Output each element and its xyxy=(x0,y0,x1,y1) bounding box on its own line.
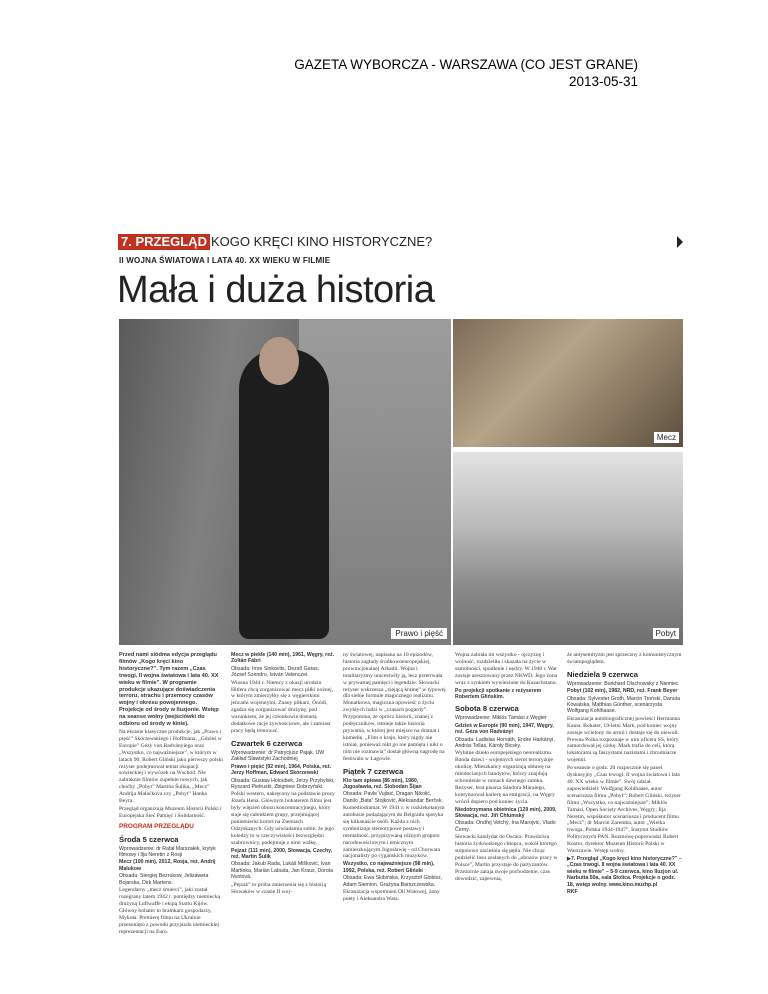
side-photo-1-caption: Mecz xyxy=(654,432,679,443)
film-description: Wiosna 1944 r. Niemcy z okazji urodzin Hitlera chcą zorganizować mecz piłki nożnej, w którym zmierzyłby się z węgierskimi jeńcami wojennymi. Znany piłkarz, Ónódi, zgadza się zorganizować drużynę, pod warunkiem, że jej członkowie dostaną dodatkowe racje żywnościowe, ale i zamiast pracy będą trenować. xyxy=(231,679,334,734)
film-description: „Pejzaż” to próba zmierzenia się z historią Słowaków w czasie II woj- xyxy=(231,881,327,895)
main-photo-caption: Prawo i pięść xyxy=(391,628,447,639)
film-cast: Obsada: Ondřej Vetchý, Ina Marojvic, Vlado Černý. xyxy=(455,820,556,833)
article-headline: Mała i duża historia xyxy=(117,269,435,311)
side-photo-mecz xyxy=(453,319,683,447)
main-photo xyxy=(119,319,451,645)
intro-line: Wprowadzenie: Burkhard Olschowsky z Niemiec xyxy=(567,680,679,687)
day-heading: Sobota 8 czerwca xyxy=(455,704,519,714)
section-bar xyxy=(113,232,683,252)
film-description: ny światowej, napisana na 10 epizodów, historia zagłady środkowoeuropejskiej, prowincjonalnej Arkadii. Wojna i totalitaryzmy unicestwiły ją, lecz przetrwała w prywatnej pamięci i legendzie. Słowacki reżyser wskrzesza „ziejącą krainę” w typowej dla siebie formule magicznego realizmu. Monatkowa, magiczna opowieść o życiu zwykłych ludzi w „czasach pogardy”. Przypomina, że oprócz historii, znanej z podręczników, istnieje także historia prywatna, w której jest miejsce na dramat i komedię. „Film o kraju, który nigdy nie istniał, ponieważ nikt go nie pamięta i nikt o nim nie rozmawia” dostał główną nagrodę na festiwalu w Łagowie. xyxy=(343,652,446,762)
film-description: Słowacki kandydat do Oscara. Prawdziwa historia żydowskiego chłopca, wokół którego stopniowo zacieśnia się pętla. Nie chcąc podzielić losu zesłanych do „obozów pracy w Polsce”, Martin przystaje do partyzantów. Przezornie zataja swoje pochodzenie, czas dowodzić, zapewnia, xyxy=(455,834,558,882)
film-title: Kto tam śpiewa (86 min), 1980, Jugosławia, reż. Slobodan Šijan xyxy=(343,777,422,790)
photo-figure-shape xyxy=(239,349,329,639)
day-heading: Środa 5 czerwca xyxy=(119,834,179,844)
film-cast: Obsada: Sylvester Groth, Marcin Troński, Danuta Kowalska, Matthias Günther, scenarzysta Wolfgang Kohlhaase. xyxy=(567,695,681,715)
day-heading: Piątek 7 czerwca xyxy=(343,766,404,776)
document-header xyxy=(294,56,638,90)
film-description: że antysemityzm jest sprzeczny z komunistycznym światopoglądem. xyxy=(567,652,682,665)
section-question: KOGO KRĘCI KINO HISTORYCZNE? xyxy=(211,234,433,249)
source-title: GAZETA WYBORCZA - WARSZAWA (CO JEST GRANE) xyxy=(294,57,638,72)
film-description: Ekranizacja autobiograficznej powieści Hermanna Kanta. Bohater, 19-letni Mark, pod koniec wojny zostaje wcielony do armii i dostaje się do niewoli. Prewna Polka rozpoznaje w nim oficera SS, który zamordował jej córkę. Mark trafia do celi, którą lokatorami są faszystami nazistami i zbrodniarze wojenni. xyxy=(567,715,680,764)
article-kicker: II WOJNA ŚWIATOWA I LATA 40. XX WIEKU W FILMIE xyxy=(119,256,331,265)
film-title: Pejzaż (111 min), 2000, Słowacja, Czechy, reż. Martin Šulík xyxy=(231,847,333,860)
film-title: Gdzieś w Europie (90 min), 1947, Węgry, reż. Géza von Radványi xyxy=(455,722,554,736)
body-paragraph: Na ekranie klasyczne produkcje, jak „Prawo i pięść” Skórzewskiego i Hoffmana, „Gdzieś w Europie” Gézy von Radványiego oraz „Wszystko, co najważniejsze”, w którym w latach 90. Robert Gliński jako pierwszy polski reżyser podejmował temat okupacji sowieckiej i wywózek na Wschód. Nie zabraknie filmów zupełnie nowych, jak choćby „Pobyt” Martina Šulíka, „Mecz” Andrija Malaćkova czy „Pobyt” Hanka Beyra. xyxy=(119,728,223,805)
column-3 xyxy=(343,652,447,902)
arrow-right-icon xyxy=(677,236,683,248)
intro-line: Wprowadzenie: dr Patrycjusz Pająk, UW Zakład Slawistyki Zachodniej xyxy=(231,749,325,763)
day-heading: Niedziela 9 czerwca xyxy=(567,669,638,679)
film-description: Polski western, nakręcony na podstawie prozy Józefa Hena. Głównym bohaterem filmu jest były więzień obozu koncentracyjnego, który staje się całonkiem grupy, przejmującej poniemiecki kurort na Ziemiach Odzyskanych. Gdy uświadamia sobie, że jego koledzy to w rzeczywistości bezwzględni szabrownicy, podejmuje z nimi walkę. xyxy=(231,791,335,846)
photo-head-shape xyxy=(259,337,299,385)
event-info: ▶7. Przegląd „Kogo kręci kino historyczne?” – „Czas trwogi. II wojna światowa i lata 40. XX wieku w filmie” – 5-9 czerwca, kino Iluzjon ul. Narbutta 50a, sala Stolica. Projekcje o godz. 18, wstęp wolny. www.kino.muzhp.pl xyxy=(567,855,682,888)
document-date: 2013-05-31 xyxy=(568,74,638,89)
intro-line: Wprowadzenie: dr Rafał Marszałek, krytyk filmowy i Ilja Neretin z Rosji xyxy=(119,845,216,859)
film-title: Prawo i pięść (92 min), 1964, Polska, reż. Jerzy Hoffman, Edward Skórzewski xyxy=(231,763,332,777)
film-title: Mecz w piekle (140 min), 1961, Węgry, reż. Zoltán Fábri xyxy=(231,652,335,665)
article-columns xyxy=(119,652,683,935)
event-description: Po seansie o godz. 20 rozpocznie się panel dyskusyjny „Czas trwogi. II wojna światowa i lata 40. XX wieku w filmie”. Swój udział zapowiedzieli: Wolfgang Kohlhaase, autor scenariusza filmu „Pobyt”; Robert Gliński, reżyser filmu „Wszystko, co najważniejsze”; Miklós Tamási, Open Society Archives, Węgry; Ilja Neretin, współautor scenariusza i producent filmu „Mecz”; dr Marcin Zaremba, autor „Wielka trwoga. Polska 1944-1947”, Instytut Studiów Politycznych PAN. Rozmowę poprowadzi Robert Kostro, dyrektor Muzeum Historii Polski w Warszawie. Wstęp wolny. xyxy=(567,765,681,855)
film-cast: Obsada: Gustaw Holoubek, Jerzy Przybylski, Ryszard Pietruski, Zbigniew Dobrzyński. xyxy=(231,777,335,790)
film-title: Wszystko, co najważniejsze (98 min), 1992, Polska, reż. Robert Gliński xyxy=(343,861,435,874)
film-description: Ekranizacja wspomnień Oli Watowej, żony poety i Aleksandra Wata. xyxy=(343,889,440,902)
intro-line: Wprowadzenie: Miklós Tamási z Węgier xyxy=(455,715,547,722)
day-heading: Czwartek 6 czerwca xyxy=(231,738,303,748)
column-4 xyxy=(455,652,559,897)
section-badge: 7. PRZEGLĄD xyxy=(118,234,210,250)
film-title: Mecz (100 min), 2012, Rosja, reż. Andrij Malukow xyxy=(119,859,216,872)
event-note: Po projekcji spotkanie z reżyserem Robertem Glińskim. xyxy=(455,687,542,700)
film-cast: Obsada: Siergiej Bezrukow, Jelizaweta Bojarska, Dirk Martens. xyxy=(119,873,209,886)
column-1 xyxy=(119,652,223,935)
program-heading: PROGRAM PRZEGLĄDU xyxy=(119,822,194,830)
column-2 xyxy=(231,652,335,897)
column-5 xyxy=(567,652,683,897)
body-paragraph: Przegląd organizują Muzeum Historii Polski i Europejska Sieć Pamięć i Solidarność. xyxy=(119,805,222,819)
film-cast: Obsada: Ewa Skibińska, Krzysztof Globisz, Adam Siemion, Grażyna Barszczewska. xyxy=(343,875,443,888)
film-cast: Obsada: Pavle Vujisić, Dragan Nikolić, Danilo „Bata” Stojković, Aleksandar Berček. xyxy=(343,791,444,804)
lead-paragraph: Przed nami siódma edycja przeglądu filmów „Kogo kręci kino historyczne?”. Tym razem „Czas trwogi. II wojna światowa i lata 40. XX wieku w filmie”. W programie produkcje ukazujące doświadczenia terroru, strachu i przemocy czasów wojny i okresu powojennego. Projekcje od środy w Iluzjonie. Wstęp na seanse wolny (wejściówki do odbioru od środy w kinie). xyxy=(119,652,219,728)
film-description: Legendarny „mecz śmierci”, jaki został rozegrany latem 1942 r. pomiędzy niemiecką drużyną Luftwaffe i ekipą Startu Kijów. Główny bohater to bramkarz gospodarzy, Mykoła. Premierę filmu na Ukrainie przesunięto z powodu przyjazdu niemieckiej reprezentacji na Euro. xyxy=(119,887,220,935)
film-cast: Obsada: Jakub Rada, Lukáš Mišković, Ivan Martinka, Marián Labuda, Jan Kraus, Dorota Nvotová. xyxy=(231,861,334,881)
author-signature: RKF xyxy=(567,889,578,895)
film-title: Niedotrzymana obietnica (129 min), 2009, Słowacja, reż. Jiří Chlumský xyxy=(455,806,557,820)
side-photo-2-caption: Pobyt xyxy=(653,628,679,639)
film-cast: Obsada: Ladislas Horváth, Endre Harkányi, András Tollas, Károly Bicsky. xyxy=(455,736,555,749)
film-cast: Obsada: Imre Sinkovits, Dezső Garas, József Szendro, István Velenczei. xyxy=(231,665,320,679)
film-description: Wybitne dzieło europejskiego neorealizmu. Banda dzieci - wojennych sierot terroryzuje okolicę. Mieszkańcy organizują obławę na młodocianych bandytów, którzy znajdują schronienie w ruinach dawnego zamku. Reżyser, brat pisarza Sándora Máraiego, kontynuował karierę na emigracji, na Węgry wrócił dopiero pod koniec życia. xyxy=(455,750,555,805)
side-photo-pobyt xyxy=(453,452,683,645)
newspaper-page xyxy=(113,232,683,935)
film-description: Wojna zabrała im wszystko - ojczyznę i wolność, rozdzieliła i skazała na życie w samotności, spodlenie i nędzy. W 1940 r. Wat zostaje aresztowany przez NKWD. Jego żona wraz z synkiem wywiezione do Kazachstanu. xyxy=(455,652,558,686)
film-title: Pobyt (102 min), 1982, NRD, reż. Frank Beyer xyxy=(567,688,678,695)
film-description: Komediodramat. W 1941 r. w rozklekotanym autobusie podążającym do Belgradu spotyka się kilkanaście osób. Każda z nich symbolizuje stereotypowe postawy i mentalność, przypisywaną różnym grupom narodowościowym i etnicznym zamieszkującym Jugosławię - od Chorwata nacjonalisty po cygańskich muzyków. xyxy=(343,805,445,860)
